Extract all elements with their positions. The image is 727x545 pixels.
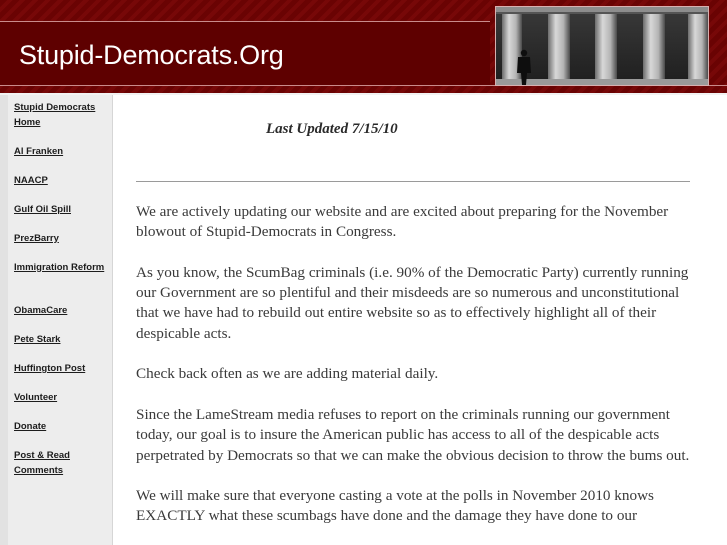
- sidebar-link-prezbarry[interactable]: PrezBarry: [14, 232, 59, 244]
- sidebar-item-comments: [14, 449, 112, 493]
- sidebar-item-gulf-oil-spill: [14, 203, 112, 232]
- site-header: [0, 0, 727, 93]
- sidebar-link-donate[interactable]: Donate: [14, 421, 47, 432]
- sidebar-link-pete-stark[interactable]: Pete Stark: [14, 334, 61, 345]
- sidebar-nav: [8, 95, 113, 545]
- last-updated: Last Updated 7/15/10: [266, 121, 398, 137]
- sidebar-item-stupid-democrats-home: [14, 101, 112, 145]
- sidebar-item-donate: [14, 420, 112, 449]
- sidebar-item-naacp: [14, 174, 112, 203]
- paragraph-intro: We are actively updating our website and are excited about preparing for the November blowout of Stupid-Democrats in Congress.: [136, 203, 669, 241]
- sidebar-link-huffington-post[interactable]: Huffington Post: [14, 363, 86, 374]
- sidebar-link-volunteer[interactable]: Volunteer: [14, 392, 58, 403]
- sidebar-link-immigration-reform[interactable]: Immigration Reform: [14, 261, 105, 273]
- sidebar-item-prezbarry: [14, 232, 112, 261]
- sidebar-item-pete-stark: [14, 333, 112, 362]
- sidebar-item-al-franken: [14, 145, 112, 174]
- paragraph-criminals: As you know, the ScumBag criminals (i.e. 90% of the Democratic Party) currently running our Government are so plentiful and their misdeeds are so numerous and unconstitutional that we have had to rebuild out entire website so as to effectively highlight all of their despicable acts.: [136, 263, 689, 342]
- sidebar-link-al-franken[interactable]: Al Franken: [14, 145, 64, 157]
- sidebar-item-immigration-reform: [14, 261, 112, 305]
- sidebar-link-gulf-oil-spill[interactable]: Gulf Oil Spill: [14, 203, 71, 215]
- sidebar-link-comments[interactable]: Post & Read Comments: [14, 450, 70, 476]
- supreme-court-columns-photo: [496, 7, 708, 85]
- paragraph-check-back: Check back often as we are adding material daily.: [136, 365, 439, 383]
- nav-list: [8, 95, 112, 493]
- main-content: [113, 95, 727, 545]
- paragraph-november: We will make sure that everyone casting a vote at the polls in November 2010 knows EXACTLY what these scumbags have done and the damage they have done to our: [136, 487, 654, 525]
- sidebar-link-home[interactable]: Stupid Democrats Home: [14, 102, 96, 128]
- sidebar-item-volunteer: [14, 391, 112, 420]
- sidebar-link-naacp[interactable]: NAACP: [14, 174, 48, 186]
- header-photo: [495, 6, 709, 86]
- sidebar-item-obamacare: [14, 304, 112, 333]
- content-divider: [136, 181, 690, 182]
- sidebar-item-huffington-post: [14, 362, 112, 391]
- paragraph-media: Since the LameStream media refuses to report on the criminals running our government today, our goal is to insure the American public has access to all of the despicable acts perpetrated by Democrats so that we can make the obvious decision to throw the bums out.: [136, 405, 690, 464]
- sidebar-link-obamacare[interactable]: ObamaCare: [14, 305, 68, 316]
- article-body: [136, 202, 696, 545]
- site-title: Stupid-Democrats.Org: [19, 40, 284, 70]
